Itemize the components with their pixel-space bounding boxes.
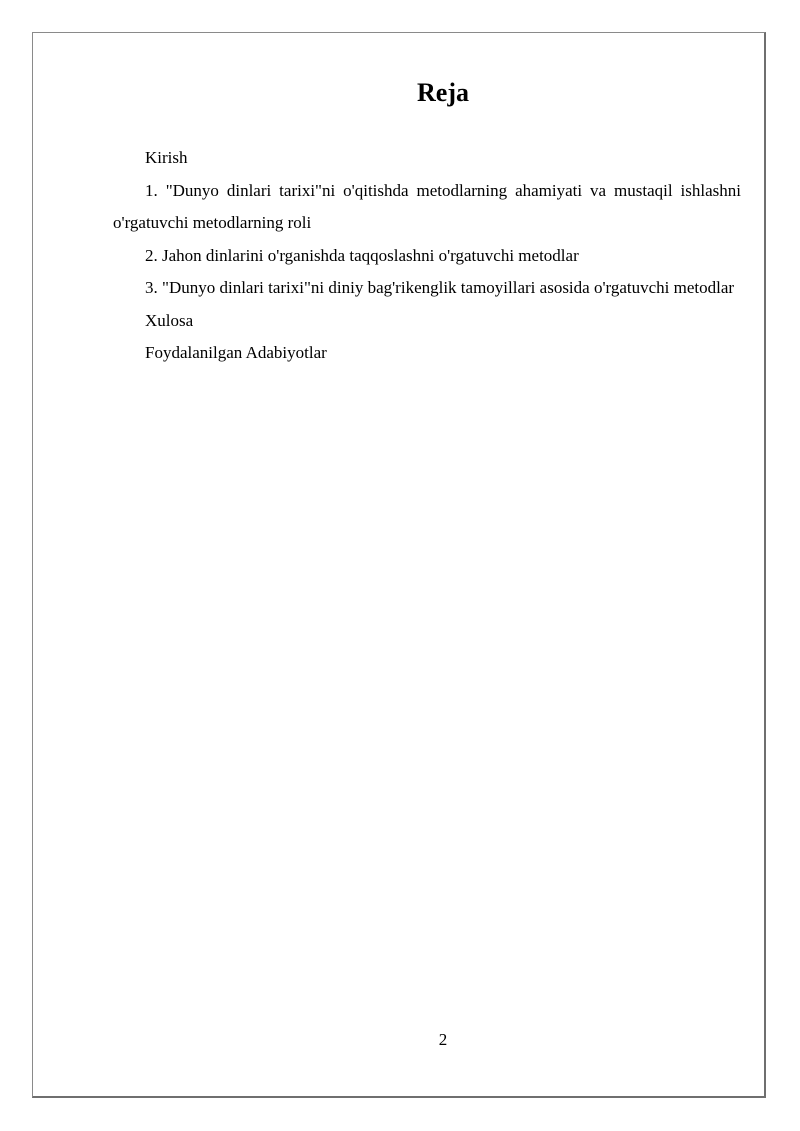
toc-item-chapter-3: 3. "Dunyo dinlari tarixi"ni diniy bag'rikenglik tamoyillari asosida o'rgatuvchi metodlar [145, 278, 735, 297]
toc-item-intro: Kirish [145, 148, 188, 167]
toc-item-chapter-1: 1. "Dunyo dinlari tarixi"ni o'qitishda metodlarning ahamiyati va mustaqil ishlashni o'rgatuvchi metodlarning roli [113, 180, 741, 232]
toc-item-chapter-2: 2. Jahon dinlarini o'rganishda taqqoslashni o'rgatuvchi metodlar [145, 245, 579, 265]
page-number: 2 [438, 1030, 448, 1049]
table-of-contents [113, 142, 741, 370]
page-title: Reja [417, 78, 469, 107]
toc-item-references: Foydalanilgan Adabiyotlar [145, 343, 327, 362]
toc-item-conclusion: Xulosa [145, 310, 194, 330]
